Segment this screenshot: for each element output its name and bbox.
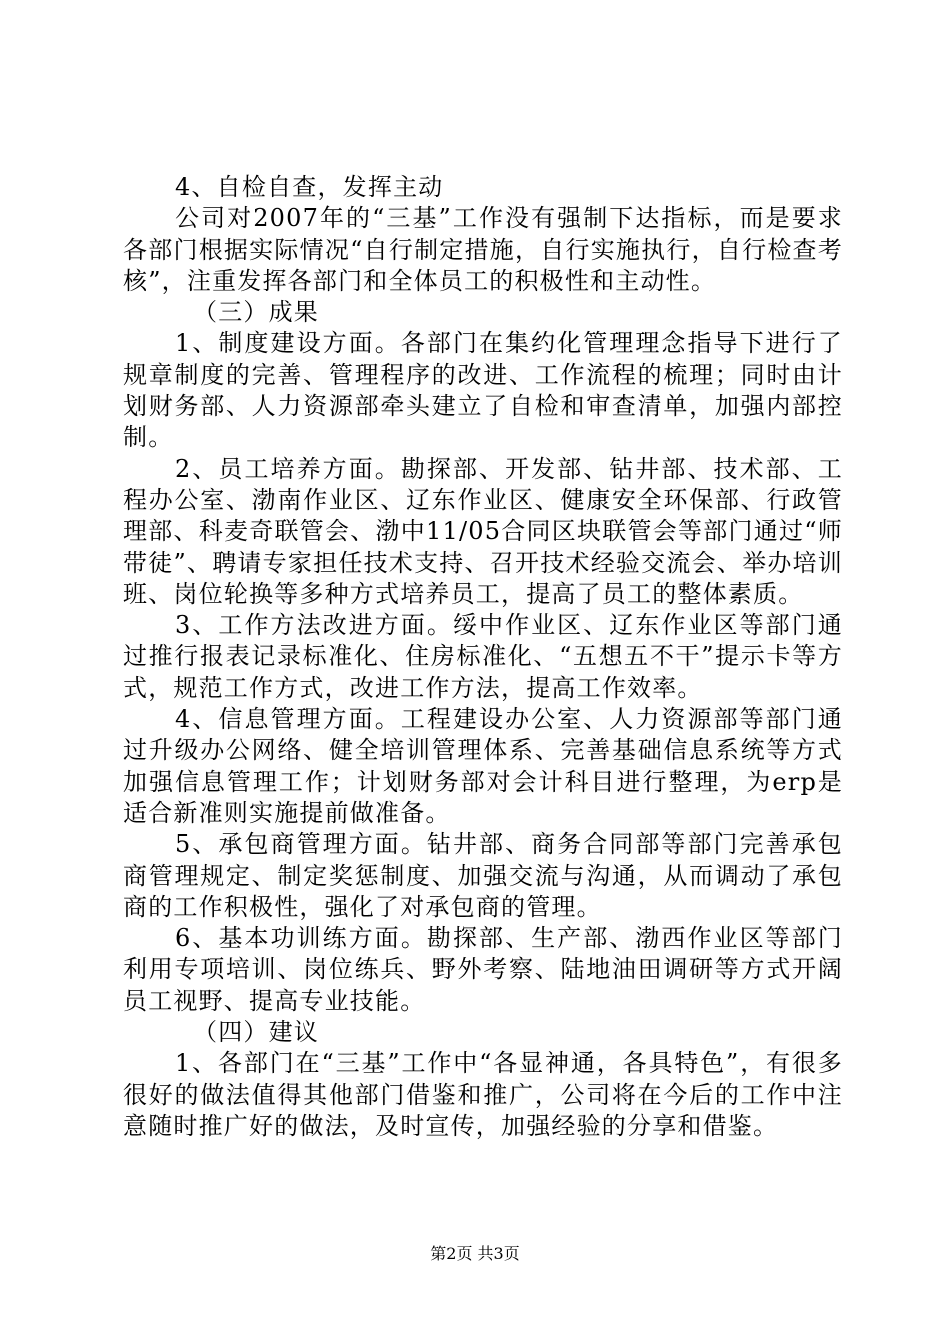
paragraph-result-basic-skills: 6、基本功训练方面。勘探部、生产部、渤西作业区等部门利用专项培训、岗位练兵、野外考察、陆地油田调研等方式开阔员工视野、提高专业技能。 — [123, 924, 843, 1015]
paragraph-result-staff-training: 2、员工培养方面。勘探部、开发部、钻井部、技术部、工程办公室、渤南作业区、辽东作业区、健康安全环保部、行政管理部、科麦奇联管会、渤中11/05合同区块联管会等部门通过“师带徒”、聘请专家担任技术支持、召开技术经验交流会、举办培训班、岗位轮换等多种方式培养员工，提高了员工的整体素质。 — [123, 454, 843, 608]
paragraph-suggestion-1: 1、各部门在“三基”工作中“各显神通，各具特色”，有很多很好的做法值得其他部门借鉴和推广，公司将在今后的工作中注意随时推广好的做法，及时宣传，加强经验的分享和借鉴。 — [123, 1049, 843, 1140]
paragraph-result-system-building: 1、制度建设方面。各部门在集约化管理理念指导下进行了规章制度的完善、管理程序的改进、工作流程的梳理；同时由计划财务部、人力资源部牵头建立了自检和审查清单，加强内部控制。 — [123, 329, 843, 452]
section-heading-suggestions: （四）建议 — [193, 1018, 319, 1047]
paragraph-self-check-body: 公司对2007年的“三基”工作没有强制下达指标，而是要求各部门根据实际情况“自行制定措施，自行实施执行，自行检查考核”，注重发挥各部门和全体员工的积极性和主动性。 — [123, 204, 843, 295]
page-footer: 第2页 共3页 — [430, 1244, 520, 1263]
section-heading-results: （三）成果 — [193, 298, 319, 327]
paragraph-result-info-management: 4、信息管理方面。工程建设办公室、人力资源部等部门通过升级办公网络、健全培训管理体系、完善基础信息系统等方式加强信息管理工作；计划财务部对会计科目进行整理，为erp是适合新准则实施提前做准备。 — [123, 705, 843, 827]
paragraph-result-work-methods: 3、工作方法改进方面。绥中作业区、辽东作业区等部门通过推行报表记录标准化、住房标准化、“五想五不干”提示卡等方式，规范工作方式，改进工作方法，提高工作效率。 — [123, 611, 843, 702]
section-heading-self-check: 4、自检自查，发挥主动 — [175, 173, 444, 201]
document-body — [123, 172, 843, 1142]
paragraph-result-contractor-management: 5、承包商管理方面。钻井部、商务合同部等部门完善承包商管理规定、制定奖惩制度、加强交流与沟通，从而调动了承包商的工作积极性，强化了对承包商的管理。 — [123, 830, 843, 921]
